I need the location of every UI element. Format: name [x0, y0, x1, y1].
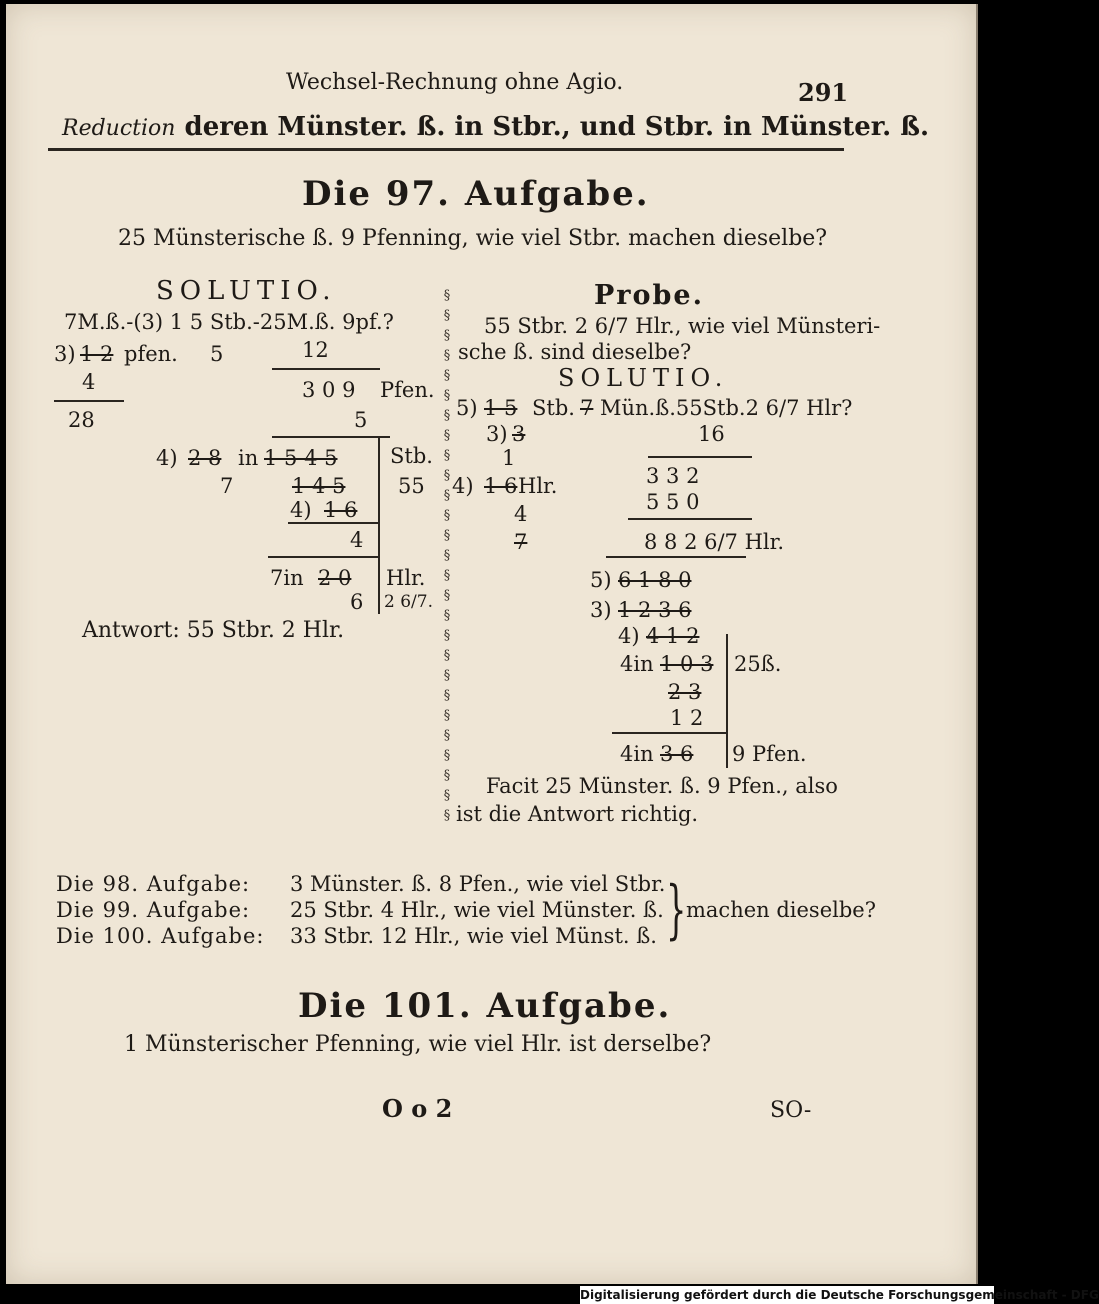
probe-16: 16: [698, 422, 725, 446]
probe-550: 5 5 0: [646, 490, 700, 514]
section-subtitle: [62, 112, 929, 142]
rule: [272, 436, 390, 438]
probe-line1a: 5): [456, 396, 478, 420]
solutio-left-strike145: 1 4 5: [292, 474, 346, 498]
rule: [268, 556, 378, 558]
probe-line1c: Stb.: [532, 396, 575, 420]
solutio-left-answer: Antwort: 55 Stbr. 2 Hlr.: [82, 618, 345, 643]
probe-div4: 4): [452, 474, 474, 498]
solutio-left-strike16: 1 6: [324, 498, 358, 522]
solutio-left-strike20: 2 0: [318, 566, 352, 590]
probe-question-2: sche ß. sind dieselbe?: [458, 340, 692, 364]
solutio-left-4b: 4: [350, 528, 364, 552]
probe-882: 8 8 2 6/7 Hlr.: [644, 530, 785, 554]
solutio-left-line1: 7M.ß.-(3) 1 5 Stb.-25M.ß. 9pf.?: [64, 310, 394, 334]
problem-100-text: 33 Stbr. 12 Hlr., wie viel Münst. ß.: [290, 924, 657, 948]
probe-line1e: Mün.ß.55Stb.2 6/7 Hlr?: [600, 396, 853, 420]
probe-1: 1: [502, 446, 516, 470]
problem-100-label: Die 100. Aufgabe:: [56, 924, 265, 948]
solutio-left-line2a: 3): [54, 342, 76, 366]
probe-facit-2: ist die Antwort richtig.: [456, 802, 699, 826]
probe-s1236: 1 2 3 6: [618, 598, 692, 622]
solutio-left-4: 4: [82, 370, 96, 394]
problem-101-title: Die 101. Aufgabe.: [298, 986, 672, 1026]
probe-r3: 3): [590, 598, 612, 622]
signature-mark: O o 2: [382, 1094, 453, 1123]
header-rule: [48, 148, 844, 151]
solutio-left-line2d: 5: [210, 342, 224, 366]
problem-99-text: 25 Stbr. 4 Hlr., wie viel Münster. ß.: [290, 898, 664, 922]
rule: [628, 518, 752, 520]
solutio-left-309: 3 0 9: [302, 378, 356, 402]
page-edge: [976, 4, 978, 1284]
problem-97-title: Die 97. Aufgabe.: [302, 174, 650, 214]
rule: [54, 400, 124, 402]
probe-ss: 25ß.: [734, 652, 782, 676]
probe-heading: Probe.: [594, 280, 704, 311]
book-page: [6, 4, 976, 1284]
ornamental-column-separator: § § § § § § § § § § § § § § § § § § § § § § § § § § §: [443, 288, 451, 823]
rule: [612, 732, 726, 734]
solutio-left-line2b: 1 2: [80, 342, 114, 366]
solutio-left-line2c: pfen.: [124, 342, 178, 366]
probe-question-1: 55 Stbr. 2 6/7 Hlr., wie viel Münsteri-: [484, 314, 881, 338]
probe-12: 1 2: [670, 706, 704, 730]
solutio-left-line2e: 12: [302, 338, 329, 362]
subtitle-text: deren Münster. ß. in Stbr., und Stbr. in Münster. ß.: [184, 112, 929, 142]
catchword: SO-: [770, 1098, 812, 1123]
probe-s412: 4 1 2: [646, 624, 700, 648]
dfg-credit: Digitalisierung gefördert durch die Deutsche Forschungsgemeinschaft - DFG: [580, 1288, 1099, 1302]
brace: }: [666, 873, 687, 947]
solutio-left-pfen: Pfen.: [380, 378, 435, 402]
page-number: 291: [798, 78, 849, 107]
solutio-left-6: 6: [350, 590, 364, 614]
probe-s103: 1 0 3: [660, 652, 714, 676]
problem-98-label: Die 98. Aufgabe:: [56, 872, 251, 896]
solutio-left-stb: Stb.: [390, 444, 433, 468]
solutio-left-strike28: 2 8: [188, 446, 222, 470]
probe-3: 3): [486, 422, 508, 446]
probe-facit-1: Facit 25 Münster. ß. 9 Pfen., also: [486, 774, 838, 798]
probe-4: 4: [514, 502, 528, 526]
rule: [288, 522, 378, 524]
solutio-left-strike1545: 1 5 4 5: [264, 446, 338, 470]
solutio-left-div4: 4): [156, 446, 178, 470]
solutio-left-heading: SOLUTIO.: [156, 276, 337, 306]
problem-97-question: 25 Münsterische ß. 9 Pfenning, wie viel Stbr. machen dieselbe?: [118, 226, 828, 251]
probe-strike16: 1 6: [484, 474, 518, 498]
probe-s23: 2 3: [668, 680, 702, 704]
solutio-left-frac: 2 6/7.: [384, 592, 433, 612]
rule: [726, 634, 728, 768]
probe-r4in: 4in: [620, 652, 654, 676]
probe-line1b: 1 5: [484, 396, 518, 420]
probe-s36: 3 6: [660, 742, 694, 766]
solutio-left-in: in: [238, 446, 259, 470]
running-title: Wechsel-Rechnung ohne Agio.: [286, 70, 624, 95]
probe-r4in2: 4in: [620, 742, 654, 766]
problem-101-question: 1 Münsterischer Pfenning, wie viel Hlr. ist derselbe?: [124, 1032, 712, 1057]
solutio-left-5: 5: [354, 408, 368, 432]
rule: [606, 556, 746, 558]
rule: [378, 438, 380, 614]
solutio-left-hlr: Hlr.: [386, 566, 426, 590]
probe-line1d: 7: [580, 396, 594, 420]
probe-r4: 4): [618, 624, 640, 648]
problem-98-text: 3 Münster. ß. 8 Pfen., wie viel Stbr.: [290, 872, 666, 896]
probe-332: 3 3 2: [646, 464, 700, 488]
solutio-left-7in: 7in: [270, 566, 304, 590]
subtitle-italic: Reduction: [62, 116, 176, 141]
problems-suffix: machen dieselbe?: [686, 898, 876, 922]
probe-s6180: 6 1 8 0: [618, 568, 692, 592]
rule: [272, 368, 380, 370]
solutio-left-55: 55: [398, 474, 425, 498]
probe-r5: 5): [590, 568, 612, 592]
rule: [648, 456, 752, 458]
probe-strike3: 3: [512, 422, 526, 446]
probe-solutio: SOLUTIO.: [558, 364, 729, 392]
probe-hlr: Hlr.: [518, 474, 558, 498]
problem-99-label: Die 99. Aufgabe:: [56, 898, 251, 922]
probe-pfen9: 9 Pfen.: [732, 742, 807, 766]
solutio-left-28: 28: [68, 408, 95, 432]
probe-7: 7: [514, 530, 528, 554]
solutio-left-7: 7: [220, 474, 234, 498]
solutio-left-div4b: 4): [290, 498, 312, 522]
